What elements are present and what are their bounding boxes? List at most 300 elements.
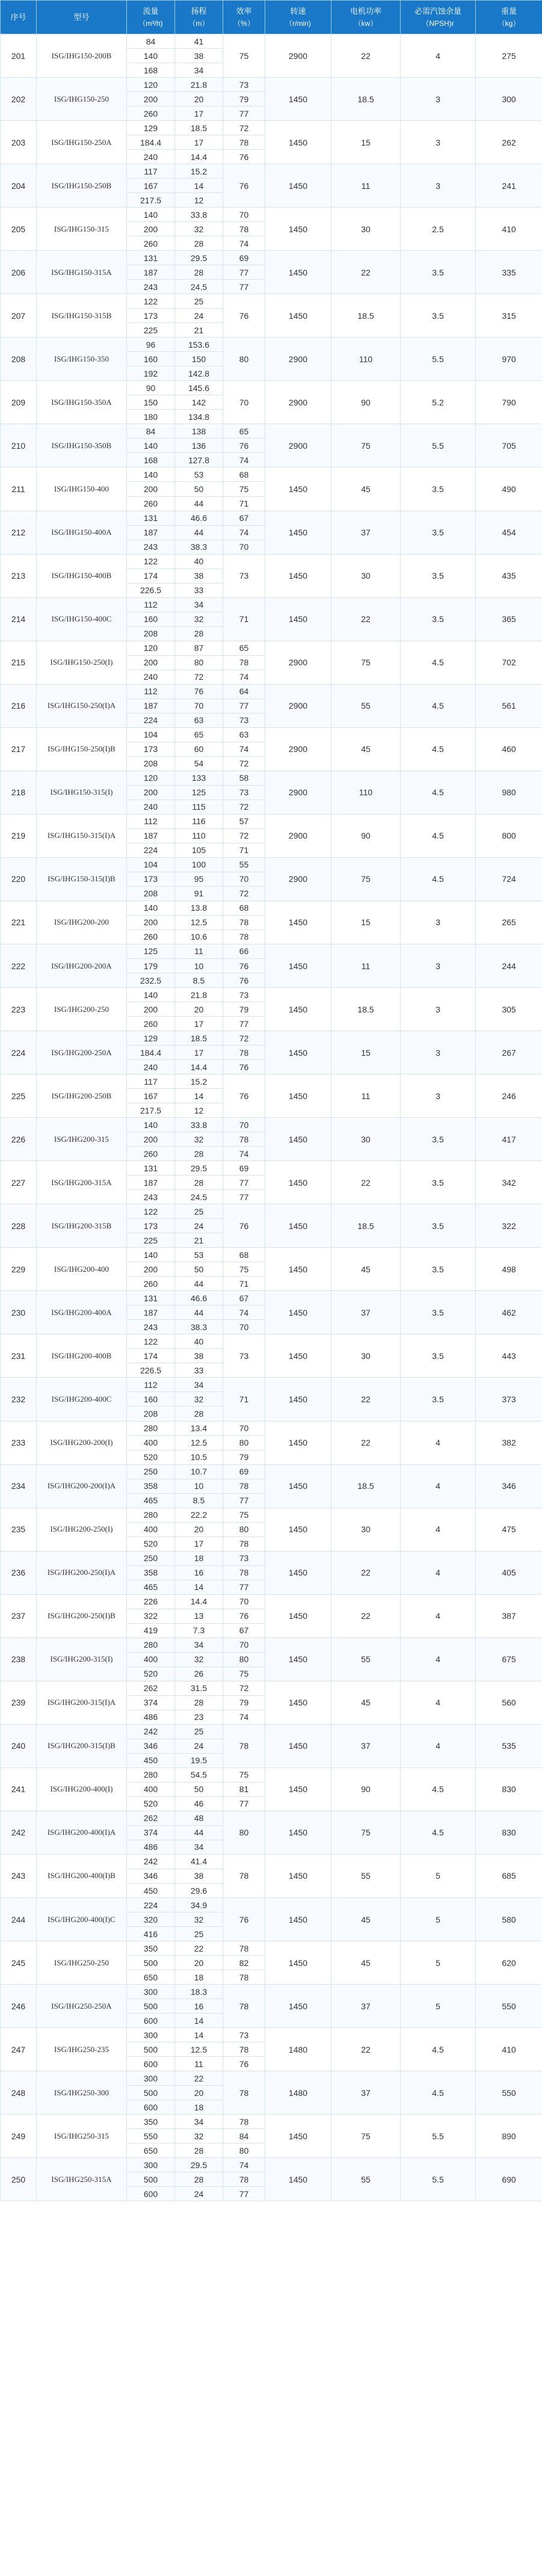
table-row xyxy=(1,727,542,742)
cell-no: 213 xyxy=(1,554,37,597)
cell-flow: 122 xyxy=(127,554,175,569)
cell-no: 246 xyxy=(1,1985,37,2028)
cell-head: 24.5 xyxy=(175,1190,223,1204)
cell-flow: 243 xyxy=(127,540,175,554)
cell-weight: 560 xyxy=(476,1681,542,1724)
cell-flow: 262 xyxy=(127,1811,175,1825)
cell-weight: 790 xyxy=(476,381,542,424)
table-row xyxy=(1,1985,542,1999)
cell-efficiency: 79 xyxy=(223,1002,265,1017)
cell-motor-power: 75 xyxy=(331,2115,401,2158)
table-row xyxy=(1,511,542,525)
cell-head: 14 xyxy=(175,179,223,193)
table-row xyxy=(1,1638,542,1652)
cell-weight: 580 xyxy=(476,1898,542,1941)
cell-motor-power: 18.5 xyxy=(331,1204,401,1248)
cell-flow: 650 xyxy=(127,2143,175,2158)
cell-flow: 168 xyxy=(127,63,175,78)
cell-head: 138 xyxy=(175,424,223,439)
cell-head: 14.4 xyxy=(175,1060,223,1074)
cell-flow: 243 xyxy=(127,1320,175,1334)
cell-head: 142 xyxy=(175,395,223,410)
cell-motor-power: 30 xyxy=(331,1334,401,1378)
cell-weight: 305 xyxy=(476,988,542,1031)
cell-head: 34 xyxy=(175,597,223,612)
cell-npsh: 4 xyxy=(401,1681,476,1724)
cell-model: ISG/IHG200-250(I)B xyxy=(37,1594,127,1638)
cell-no: 250 xyxy=(1,2158,37,2201)
cell-flow: 550 xyxy=(127,2129,175,2143)
cell-efficiency: 80 xyxy=(223,2143,265,2158)
cell-efficiency: 72 xyxy=(223,800,265,814)
cell-motor-power: 18.5 xyxy=(331,294,401,337)
cell-motor-power: 55 xyxy=(331,1638,401,1681)
cell-speed: 1450 xyxy=(265,988,331,1031)
cell-speed: 1450 xyxy=(265,1421,331,1464)
cell-motor-power: 37 xyxy=(331,1724,401,1767)
cell-flow: 208 xyxy=(127,756,175,771)
cell-weight: 335 xyxy=(476,251,542,294)
cell-flow: 250 xyxy=(127,1551,175,1565)
cell-no: 210 xyxy=(1,424,37,467)
cell-flow: 240 xyxy=(127,670,175,684)
cell-head: 20 xyxy=(175,1956,223,1970)
table-row xyxy=(1,1767,542,1782)
cell-motor-power: 37 xyxy=(331,1985,401,2028)
cell-flow: 187 xyxy=(127,265,175,280)
cell-efficiency: 72 xyxy=(223,121,265,135)
cell-motor-power: 110 xyxy=(331,337,401,381)
cell-head: 25 xyxy=(175,294,223,309)
cell-flow: 260 xyxy=(127,236,175,251)
cell-head: 70 xyxy=(175,698,223,713)
cell-motor-power: 90 xyxy=(331,814,401,857)
cell-speed: 2900 xyxy=(265,381,331,424)
cell-head: 12.5 xyxy=(175,2042,223,2057)
cell-head: 29.6 xyxy=(175,1884,223,1898)
cell-speed: 2900 xyxy=(265,34,331,78)
cell-speed: 1450 xyxy=(265,294,331,337)
cell-efficiency: 84 xyxy=(223,2129,265,2143)
cell-flow: 174 xyxy=(127,569,175,583)
cell-npsh: 3.5 xyxy=(401,1204,476,1248)
cell-no: 248 xyxy=(1,2071,37,2115)
table-row xyxy=(1,2158,542,2172)
cell-flow: 167 xyxy=(127,1089,175,1103)
cell-motor-power: 18.5 xyxy=(331,1464,401,1508)
cell-motor-power: 22 xyxy=(331,597,401,641)
cell-efficiency: 70 xyxy=(223,1638,265,1652)
cell-head: 18 xyxy=(175,1551,223,1565)
cell-head: 76 xyxy=(175,684,223,698)
cell-head: 125 xyxy=(175,785,223,800)
cell-weight: 435 xyxy=(476,554,542,597)
cell-speed: 1450 xyxy=(265,208,331,251)
cell-head: 50 xyxy=(175,482,223,496)
cell-efficiency: 81 xyxy=(223,1782,265,1796)
cell-motor-power: 15 xyxy=(331,901,401,944)
cell-no: 224 xyxy=(1,1031,37,1074)
cell-efficiency: 64 xyxy=(223,684,265,698)
cell-npsh: 3.5 xyxy=(401,1334,476,1378)
cell-npsh: 3.5 xyxy=(401,1118,476,1161)
cell-head: 50 xyxy=(175,1262,223,1277)
cell-flow: 140 xyxy=(127,467,175,482)
cell-npsh: 3.5 xyxy=(401,467,476,511)
cell-npsh: 5.2 xyxy=(401,381,476,424)
cell-speed: 1450 xyxy=(265,467,331,511)
table-row xyxy=(1,1204,542,1219)
cell-flow: 131 xyxy=(127,511,175,525)
cell-weight: 800 xyxy=(476,814,542,857)
cell-efficiency: 78 xyxy=(223,915,265,929)
cell-no: 216 xyxy=(1,684,37,727)
cell-flow: 187 xyxy=(127,1305,175,1320)
cell-flow: 217.5 xyxy=(127,1103,175,1118)
cell-head: 46.6 xyxy=(175,511,223,525)
cell-npsh: 3.5 xyxy=(401,597,476,641)
cell-weight: 382 xyxy=(476,1421,542,1464)
cell-flow: 224 xyxy=(127,1898,175,1912)
cell-flow: 122 xyxy=(127,1204,175,1219)
cell-npsh: 3 xyxy=(401,78,476,121)
cell-no: 234 xyxy=(1,1464,37,1508)
cell-model: ISG/IHG150-250(I) xyxy=(37,641,127,684)
cell-weight: 244 xyxy=(476,944,542,987)
cell-motor-power: 22 xyxy=(331,1551,401,1594)
table-row xyxy=(1,1551,542,1565)
cell-efficiency: 55 xyxy=(223,857,265,872)
cell-head: 32 xyxy=(175,222,223,236)
cell-flow: 117 xyxy=(127,164,175,179)
cell-efficiency: 73 xyxy=(223,785,265,800)
cell-npsh: 4 xyxy=(401,1551,476,1594)
cell-flow: 104 xyxy=(127,857,175,872)
table-row xyxy=(1,1594,542,1609)
cell-flow: 120 xyxy=(127,641,175,655)
cell-head: 20 xyxy=(175,1522,223,1536)
cell-flow: 112 xyxy=(127,597,175,612)
cell-efficiency: 65 xyxy=(223,641,265,655)
cell-no: 228 xyxy=(1,1204,37,1248)
cell-efficiency: 77 xyxy=(223,1580,265,1594)
cell-head: 34 xyxy=(175,63,223,78)
cell-flow: 226.5 xyxy=(127,583,175,597)
cell-model: ISG/IHG150-250 xyxy=(37,78,127,121)
cell-no: 233 xyxy=(1,1421,37,1464)
cell-head: 153.6 xyxy=(175,337,223,352)
cell-weight: 410 xyxy=(476,208,542,251)
cell-speed: 1450 xyxy=(265,251,331,294)
cell-head: 33.8 xyxy=(175,1118,223,1132)
cell-speed: 1450 xyxy=(265,511,331,554)
cell-no: 206 xyxy=(1,251,37,294)
cell-head: 18.3 xyxy=(175,1985,223,1999)
cell-head: 100 xyxy=(175,857,223,872)
cell-head: 29.5 xyxy=(175,251,223,265)
cell-speed: 1450 xyxy=(265,1378,331,1421)
cell-head: 32 xyxy=(175,1392,223,1407)
cell-no: 225 xyxy=(1,1074,37,1118)
cell-flow: 280 xyxy=(127,1638,175,1652)
cell-efficiency: 76 xyxy=(223,959,265,973)
cell-no: 243 xyxy=(1,1854,37,1897)
header-head: 扬程 （m） xyxy=(175,1,223,34)
table-row xyxy=(1,1811,542,1825)
cell-flow: 500 xyxy=(127,2172,175,2187)
cell-head: 10 xyxy=(175,1479,223,1493)
cell-speed: 2900 xyxy=(265,857,331,901)
cell-efficiency: 72 xyxy=(223,828,265,843)
cell-npsh: 2.5 xyxy=(401,208,476,251)
cell-efficiency: 77 xyxy=(223,280,265,294)
cell-weight: 267 xyxy=(476,1031,542,1074)
cell-efficiency: 73 xyxy=(223,1334,265,1378)
cell-head: 18.5 xyxy=(175,121,223,135)
cell-head: 41 xyxy=(175,34,223,49)
cell-efficiency: 78 xyxy=(223,1565,265,1580)
cell-flow: 350 xyxy=(127,2115,175,2129)
cell-efficiency: 77 xyxy=(223,1017,265,1031)
cell-flow: 131 xyxy=(127,1161,175,1176)
cell-flow: 122 xyxy=(127,294,175,309)
cell-weight: 675 xyxy=(476,1638,542,1681)
table-row xyxy=(1,1378,542,1392)
cell-flow: 240 xyxy=(127,150,175,164)
cell-no: 202 xyxy=(1,78,37,121)
cell-model: ISG/IHG150-315B xyxy=(37,294,127,337)
cell-flow: 208 xyxy=(127,886,175,901)
cell-motor-power: 55 xyxy=(331,1854,401,1897)
cell-head: 8.5 xyxy=(175,973,223,988)
cell-efficiency: 78 xyxy=(223,1970,265,1985)
cell-motor-power: 30 xyxy=(331,554,401,597)
cell-no: 218 xyxy=(1,771,37,814)
cell-efficiency: 78 xyxy=(223,1724,265,1767)
cell-model: ISG/IHG200-250A xyxy=(37,1031,127,1074)
cell-flow: 120 xyxy=(127,78,175,92)
cell-npsh: 3.5 xyxy=(401,1161,476,1204)
cell-head: 38 xyxy=(175,569,223,583)
cell-head: 28 xyxy=(175,1147,223,1161)
cell-weight: 830 xyxy=(476,1811,542,1854)
cell-head: 34 xyxy=(175,1378,223,1392)
cell-npsh: 3.5 xyxy=(401,1378,476,1421)
cell-efficiency: 74 xyxy=(223,670,265,684)
header-efficiency: 效率 （%） xyxy=(223,1,265,34)
cell-flow: 650 xyxy=(127,1970,175,1985)
table-row xyxy=(1,988,542,1002)
cell-efficiency: 79 xyxy=(223,92,265,106)
cell-weight: 262 xyxy=(476,121,542,164)
cell-speed: 1450 xyxy=(265,1248,331,1291)
cell-flow: 192 xyxy=(127,366,175,381)
cell-efficiency: 77 xyxy=(223,106,265,121)
cell-efficiency: 75 xyxy=(223,1767,265,1782)
cell-head: 12 xyxy=(175,1103,223,1118)
cell-no: 211 xyxy=(1,467,37,511)
cell-motor-power: 55 xyxy=(331,684,401,727)
cell-efficiency: 76 xyxy=(223,2057,265,2071)
cell-weight: 970 xyxy=(476,337,542,381)
cell-head: 46.6 xyxy=(175,1291,223,1305)
cell-npsh: 4.5 xyxy=(401,641,476,684)
cell-flow: 450 xyxy=(127,1753,175,1767)
cell-speed: 2900 xyxy=(265,727,331,771)
cell-motor-power: 18.5 xyxy=(331,988,401,1031)
cell-motor-power: 75 xyxy=(331,641,401,684)
cell-flow: 167 xyxy=(127,179,175,193)
cell-speed: 1450 xyxy=(265,78,331,121)
cell-flow: 112 xyxy=(127,1378,175,1392)
cell-flow: 260 xyxy=(127,496,175,511)
cell-speed: 1450 xyxy=(265,597,331,641)
cell-head: 110 xyxy=(175,828,223,843)
cell-flow: 200 xyxy=(127,1132,175,1147)
cell-efficiency: 76 xyxy=(223,294,265,337)
cell-head: 41.4 xyxy=(175,1854,223,1869)
cell-head: 10.6 xyxy=(175,929,223,944)
cell-npsh: 5 xyxy=(401,1985,476,2028)
cell-model: ISG/IHG150-200B xyxy=(37,34,127,78)
table-row xyxy=(1,1941,542,1956)
cell-model: ISG/IHG200-200(I) xyxy=(37,1421,127,1464)
cell-head: 65 xyxy=(175,727,223,742)
cell-head: 53 xyxy=(175,1248,223,1262)
cell-npsh: 5.5 xyxy=(401,2158,476,2201)
cell-efficiency: 71 xyxy=(223,1277,265,1291)
cell-efficiency: 75 xyxy=(223,482,265,496)
cell-head: 46 xyxy=(175,1796,223,1811)
cell-flow: 400 xyxy=(127,1782,175,1796)
cell-head: 25 xyxy=(175,1204,223,1219)
cell-npsh: 4 xyxy=(401,34,476,78)
cell-efficiency: 77 xyxy=(223,698,265,713)
table-row xyxy=(1,381,542,395)
cell-speed: 1450 xyxy=(265,1551,331,1594)
header-model: 型号 xyxy=(37,1,127,34)
cell-head: 105 xyxy=(175,843,223,857)
cell-head: 23 xyxy=(175,1710,223,1724)
cell-motor-power: 30 xyxy=(331,208,401,251)
cell-no: 212 xyxy=(1,511,37,554)
cell-flow: 486 xyxy=(127,1710,175,1724)
cell-efficiency: 74 xyxy=(223,742,265,756)
cell-efficiency: 75 xyxy=(223,1666,265,1681)
cell-head: 21.8 xyxy=(175,988,223,1002)
header-speed: 转速 （r/min) xyxy=(265,1,331,34)
cell-npsh: 3 xyxy=(401,121,476,164)
cell-npsh: 4.5 xyxy=(401,1811,476,1854)
cell-flow: 129 xyxy=(127,121,175,135)
cell-head: 32 xyxy=(175,1912,223,1927)
cell-head: 17 xyxy=(175,106,223,121)
cell-npsh: 4.5 xyxy=(401,2071,476,2115)
cell-flow: 280 xyxy=(127,1421,175,1435)
cell-npsh: 5 xyxy=(401,1898,476,1941)
cell-weight: 890 xyxy=(476,2115,542,2158)
cell-efficiency: 74 xyxy=(223,1147,265,1161)
table-row xyxy=(1,1248,542,1262)
cell-efficiency: 77 xyxy=(223,265,265,280)
cell-flow: 358 xyxy=(127,1479,175,1493)
cell-model: ISG/IHG150-350B xyxy=(37,424,127,467)
table-row xyxy=(1,554,542,569)
cell-flow: 600 xyxy=(127,2187,175,2201)
cell-efficiency: 76 xyxy=(223,164,265,208)
cell-weight: 265 xyxy=(476,901,542,944)
cell-model: ISG/IHG250-300 xyxy=(37,2071,127,2115)
cell-no: 244 xyxy=(1,1898,37,1941)
cell-model: ISG/IHG250-250 xyxy=(37,1941,127,1985)
cell-head: 28 xyxy=(175,265,223,280)
cell-head: 24 xyxy=(175,1219,223,1233)
cell-model: ISG/IHG200-400C xyxy=(37,1378,127,1421)
cell-no: 231 xyxy=(1,1334,37,1378)
cell-model: ISG/IHG200-400 xyxy=(37,1248,127,1291)
cell-motor-power: 45 xyxy=(331,1898,401,1941)
cell-speed: 1480 xyxy=(265,2071,331,2115)
cell-efficiency: 78 xyxy=(223,1132,265,1147)
cell-speed: 1450 xyxy=(265,1594,331,1638)
table-row xyxy=(1,1074,542,1089)
table-row xyxy=(1,684,542,698)
cell-npsh: 4 xyxy=(401,1724,476,1767)
cell-head: 33.8 xyxy=(175,208,223,222)
cell-flow: 224 xyxy=(127,713,175,727)
cell-model: ISG/IHG150-250(I)A xyxy=(37,684,127,727)
cell-motor-power: 15 xyxy=(331,1031,401,1074)
cell-efficiency: 78 xyxy=(223,222,265,236)
cell-no: 245 xyxy=(1,1941,37,1985)
cell-speed: 1450 xyxy=(265,1204,331,1248)
cell-flow: 374 xyxy=(127,1695,175,1710)
cell-npsh: 5.5 xyxy=(401,2115,476,2158)
cell-head: 22 xyxy=(175,2071,223,2086)
cell-flow: 200 xyxy=(127,915,175,929)
header-motor-power: 电机功率 （kw） xyxy=(331,1,401,34)
cell-weight: 373 xyxy=(476,1378,542,1421)
cell-head: 20 xyxy=(175,2086,223,2100)
table-row xyxy=(1,78,542,92)
cell-head: 33 xyxy=(175,583,223,597)
cell-efficiency: 65 xyxy=(223,424,265,439)
cell-head: 28 xyxy=(175,2143,223,2158)
cell-efficiency: 79 xyxy=(223,1695,265,1710)
cell-no: 229 xyxy=(1,1248,37,1291)
cell-flow: 260 xyxy=(127,106,175,121)
cell-flow: 200 xyxy=(127,482,175,496)
cell-flow: 208 xyxy=(127,626,175,641)
cell-flow: 260 xyxy=(127,1017,175,1031)
cell-head: 44 xyxy=(175,1825,223,1840)
cell-flow: 500 xyxy=(127,1956,175,1970)
cell-no: 205 xyxy=(1,208,37,251)
cell-head: 11 xyxy=(175,944,223,958)
cell-motor-power: 110 xyxy=(331,771,401,814)
cell-no: 230 xyxy=(1,1291,37,1334)
cell-flow: 96 xyxy=(127,337,175,352)
cell-efficiency: 78 xyxy=(223,2042,265,2057)
cell-model: ISG/IHG200-400(I)A xyxy=(37,1811,127,1854)
cell-no: 219 xyxy=(1,814,37,857)
cell-npsh: 3.5 xyxy=(401,294,476,337)
cell-head: 91 xyxy=(175,886,223,901)
cell-model: ISG/IHG250-315 xyxy=(37,2115,127,2158)
cell-model: ISG/IHG150-250A xyxy=(37,121,127,164)
cell-motor-power: 37 xyxy=(331,2071,401,2115)
cell-efficiency: 78 xyxy=(223,929,265,944)
